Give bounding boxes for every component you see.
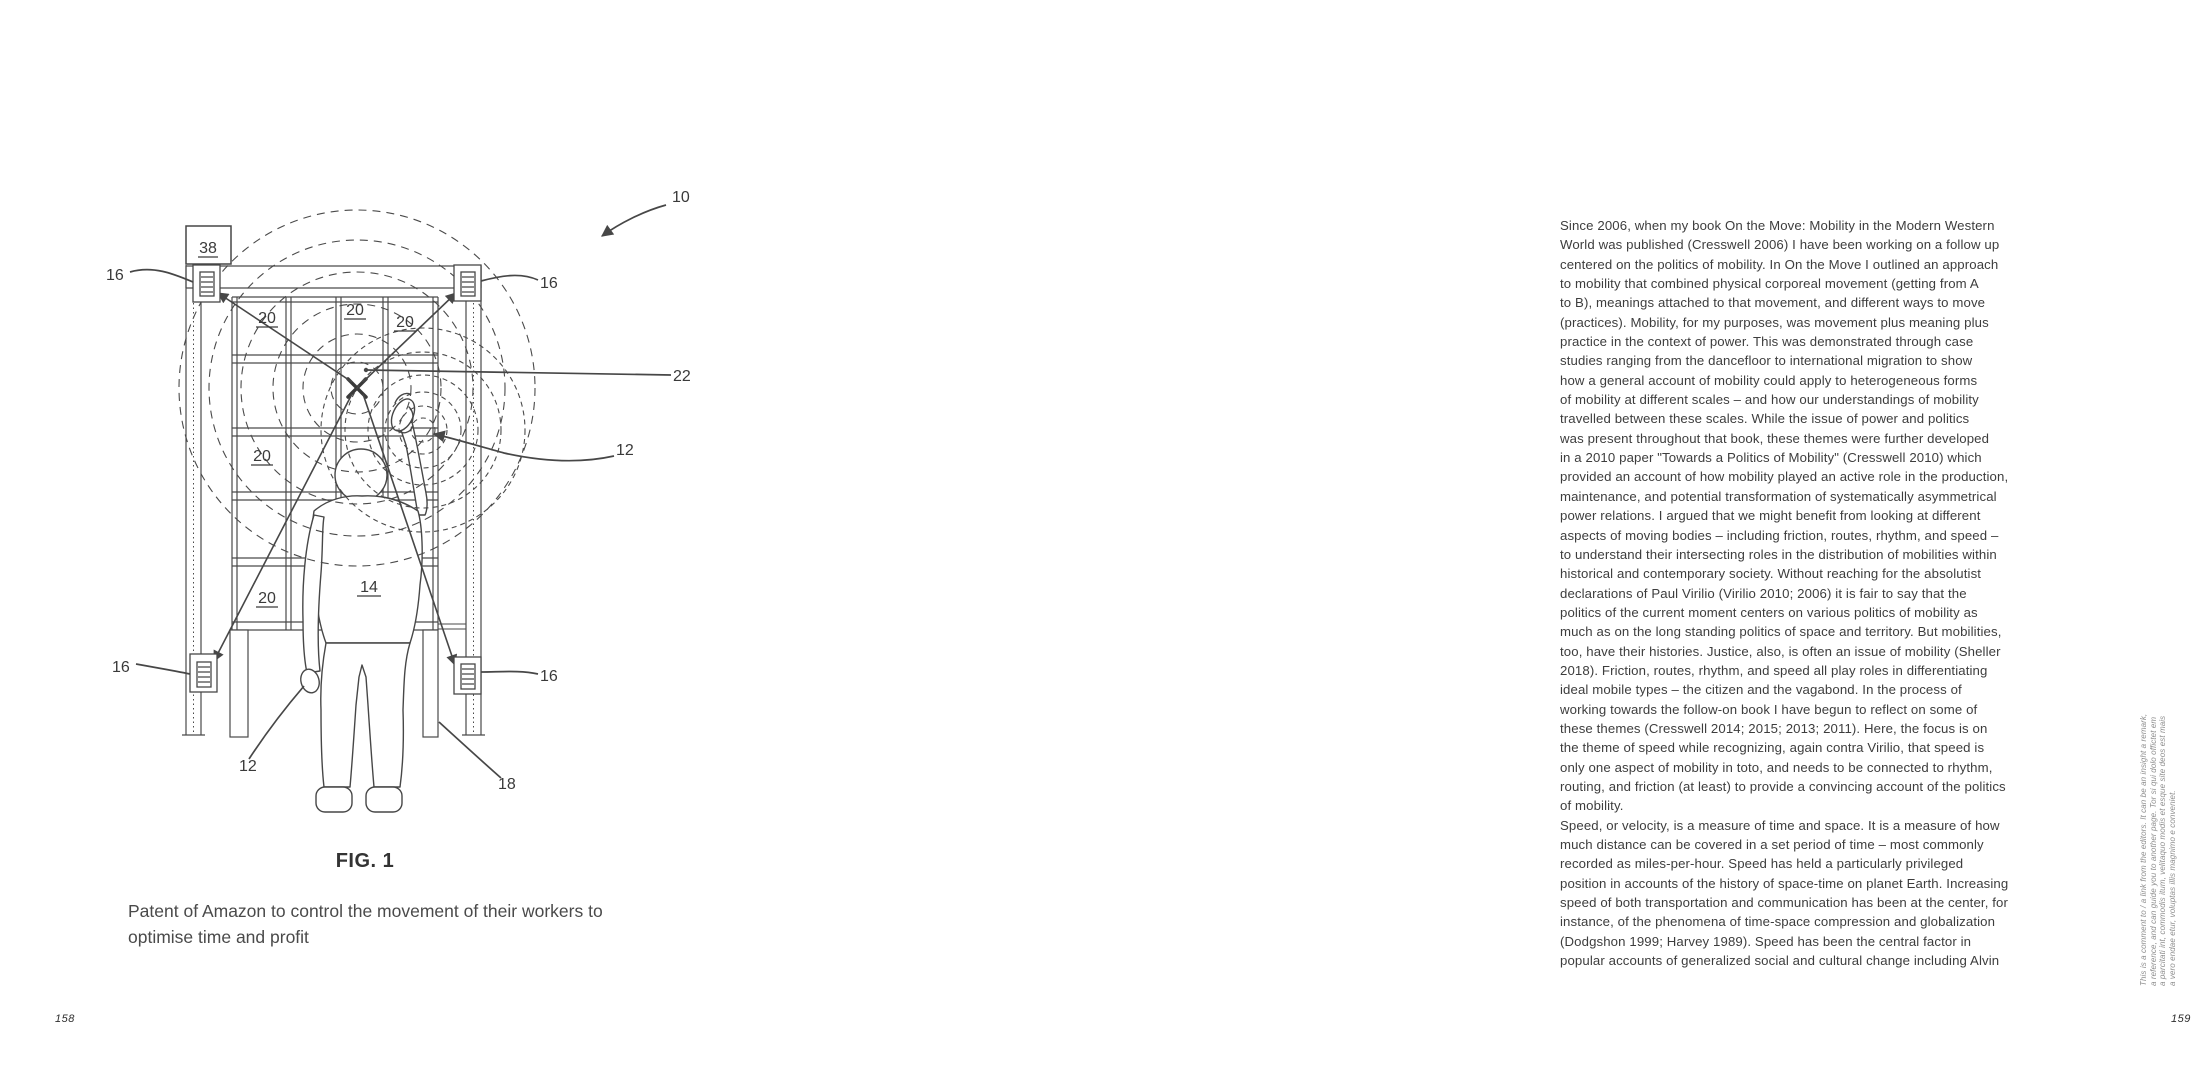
ref-label-18: 18 xyxy=(498,776,516,793)
text-line: of mobility. xyxy=(1560,798,1624,814)
text-line: much as on the long standing politics of space and territory. But mobilities, xyxy=(1560,624,2002,640)
caption-line: optimise time and profit xyxy=(128,926,309,947)
text-line: aspects of moving bodies – including friction, routes, rhythm, and speed – xyxy=(1560,527,1999,543)
text-line: power relations. I argued that we might benefit from looking at different xyxy=(1560,508,1981,524)
text-line: centered on the politics of mobility. In On the Move I outlined an approach xyxy=(1560,256,1999,272)
ref-label-12: 12 xyxy=(239,758,257,775)
right-page xyxy=(750,0,2191,1091)
ref-label-10: 10 xyxy=(672,189,690,206)
text-line: of mobility at different scales – and how our understandings of mobility xyxy=(1560,392,1979,408)
text-line: a vero endae etur, voluptas illis magnimo e conveniet. xyxy=(2167,790,2177,986)
text-line: routing, and friction (at least) to provide a convincing account of the politics xyxy=(1560,778,2006,794)
ref-label-16: 16 xyxy=(112,659,130,676)
sensor-top-right xyxy=(454,265,481,301)
patent-figure xyxy=(100,165,750,865)
ref-label-38: 38 xyxy=(199,240,217,257)
figure-caption xyxy=(128,899,688,950)
body-text xyxy=(1560,216,2060,970)
page-number-left: 158 xyxy=(55,1013,75,1025)
text-line: to understand their intersecting roles in the distribution of mobilities within xyxy=(1560,546,1997,562)
sensor-top-left xyxy=(193,265,220,302)
text-line: (practices). Mobility, for my purposes, was movement plus meaning plus xyxy=(1560,314,1989,330)
text-line: was present throughout that book, these themes were further developed xyxy=(1560,430,1990,446)
page-number-right: 159 xyxy=(2171,1013,2191,1025)
text-line: instance, of the phenomena of time-space compression and globalization xyxy=(1560,914,1996,930)
sensor-bottom-left xyxy=(190,654,217,692)
text-line: how a general account of mobility could apply to heterogeneous forms xyxy=(1560,372,1978,388)
worker-foot xyxy=(366,787,402,812)
text-line: working towards the follow-on book I have begun to reflect on some of xyxy=(1560,701,1978,717)
text-line: to B), meanings attached to that movement, and different ways to move xyxy=(1560,295,1986,311)
text-line: This is a comment to / a link from the editors. It can be an insight a remark, xyxy=(2139,713,2148,986)
text-line: these themes (Cresswell 2014; 2015; 2013; 2011). Here, the focus is on xyxy=(1560,720,1988,736)
ref-label-16: 16 xyxy=(540,275,558,292)
ref-label-20: 20 xyxy=(346,302,364,319)
ref-label-14: 14 xyxy=(360,579,378,596)
text-line: to mobility that combined physical corporeal movement (getting from A xyxy=(1560,276,1979,292)
text-line: too, have their histories. Justice, also, is often an issue of mobility (Sheller xyxy=(1560,643,2001,659)
text-line: travelled between these scales. While the issue of power and politics xyxy=(1560,411,1970,427)
ref-label-20: 20 xyxy=(253,448,271,465)
ref-label-20: 20 xyxy=(396,314,414,331)
text-line: politics of the current moment centers on various politics of mobility as xyxy=(1560,604,1978,620)
ref-label-16: 16 xyxy=(106,267,124,284)
worker-figure xyxy=(298,393,427,812)
text-line: (Dodgshon 1999; Harvey 1989). Speed has been the central factor in xyxy=(1560,933,1972,949)
text-line: only one aspect of mobility in toto, and needs to be connected to rhythm, xyxy=(1560,759,1993,775)
left-page xyxy=(0,0,750,1091)
text-line: ideal mobile types – the citizen and the vagabond. In the process of xyxy=(1560,682,1962,698)
text-line: studies ranging from the dancefloor to international migration to show xyxy=(1560,353,1973,369)
worker-foot xyxy=(316,787,352,812)
text-line: 2018). Friction, routes, rhythm, and speed all play roles in differentiating xyxy=(1560,662,1988,678)
margin-note xyxy=(2139,654,2177,986)
text-line: much distance can be covered in a set period of time – most commonly xyxy=(1560,837,1984,852)
text-line: Since 2006, when my book On the Move: Mobility in the Modern Western xyxy=(1560,218,1995,233)
text-line: provided an account of how mobility played an active role in the production, xyxy=(1560,469,2009,485)
caption-line: Patent of Amazon to control the movement of their workers to xyxy=(128,901,603,921)
text-line: recorded as miles-per-hour. Speed has held a particularly privileged xyxy=(1560,856,1964,872)
ref-label-20: 20 xyxy=(258,590,276,607)
text-line: in a 2010 paper "Towards a Politics of Mobility" (Cresswell 2010) which xyxy=(1560,450,1982,466)
ref-label-12: 12 xyxy=(616,442,634,459)
ref-label-20: 20 xyxy=(258,310,276,327)
text-line: declarations of Paul Virilio (Virilio 2010; 2006) it is fair to say that the xyxy=(1560,585,1967,601)
sensor-bottom-right xyxy=(454,657,481,694)
figure-title: FIG. 1 xyxy=(335,850,395,872)
text-line: a parcitati int, commodis itum, velitaquo modis et esque site deos est mais xyxy=(2158,715,2168,986)
text-line: maintenance, and potential transformation of systematically asymmetrical xyxy=(1560,488,1997,504)
text-line: practice in the context of power. This was demonstrated through case xyxy=(1560,334,1974,350)
ref-label-16: 16 xyxy=(540,668,558,685)
text-line: World was published (Cresswell 2006) I have been working on a follow up xyxy=(1560,237,2000,253)
text-line: position in accounts of the history of space-time on planet Earth. Increasing xyxy=(1560,875,2009,891)
text-line: historical and contemporary society. Without reaching for the absolutist xyxy=(1560,566,1982,582)
text-line: speed of both transportation and communication has been at the center, for xyxy=(1560,895,2009,911)
text-line: Speed, or velocity, is a measure of time and space. It is a measure of how xyxy=(1560,817,2000,833)
text-line: the theme of speed while recognizing, again contra Virilio, that speed is xyxy=(1560,740,1985,756)
text-line: a reference, and can guide you to another page. Tor si qui dolo offictet em xyxy=(2148,716,2158,986)
text-line: popular accounts of generalized social and cultural change including Alvin xyxy=(1560,953,2000,969)
ref-label-22: 22 xyxy=(673,368,691,385)
